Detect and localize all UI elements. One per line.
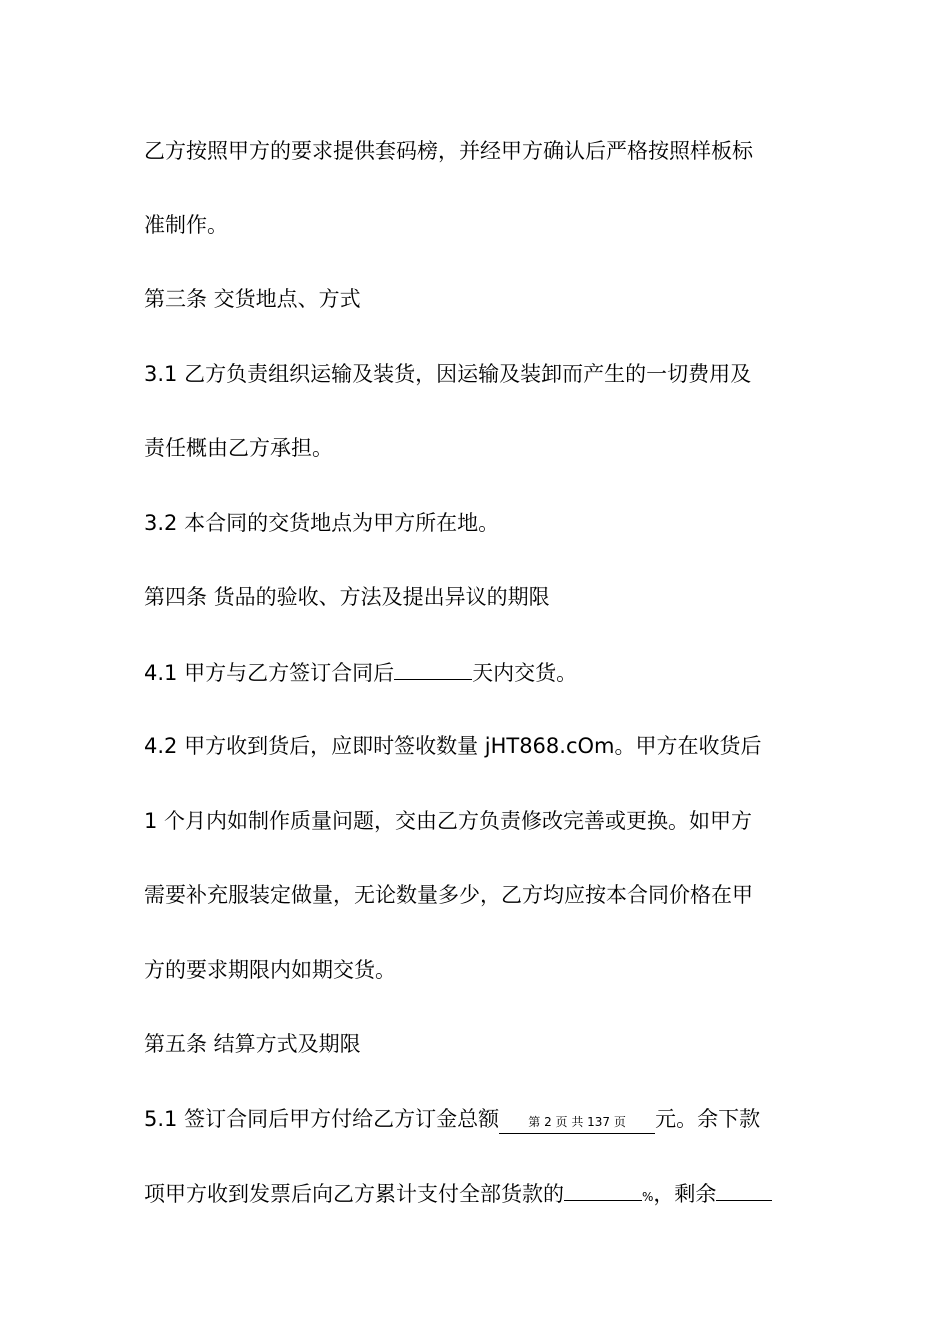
percent-sign: %	[642, 1190, 654, 1204]
clause-text: 元。余下款	[655, 1107, 761, 1131]
section-heading-5: 第五条 结算方式及期限	[144, 1032, 361, 1056]
clause-text: 天内交货。	[472, 661, 578, 685]
paragraph-line: 方的要求期限内如期交货。	[144, 958, 396, 982]
paragraph-line: 3.2 本合同的交货地点为甲方所在地。	[144, 511, 500, 535]
paragraph-line: 4.2 甲方收到货后，应即时签收数量 jHT868.cOm。甲方在收货后	[144, 734, 762, 758]
clause-last-line	[144, 1178, 824, 1212]
paragraph-line: 乙方按照甲方的要求提供套码榜，并经甲方确认后严格按照样板标	[144, 139, 753, 163]
section-heading-4: 第四条 货品的验收、方法及提出异议的期限	[144, 585, 550, 609]
clause-5-1	[144, 1104, 824, 1134]
clause-text: 项甲方收到发票后向乙方累计支付全部货款的	[144, 1182, 564, 1206]
paragraph-line: 1 个月内如制作质量问题，交由乙方负责修改完善或更换。如甲方	[144, 809, 753, 833]
page-footer: 第 2 页 共 137 页	[499, 1111, 655, 1134]
clause-text: 5.1 签订合同后甲方付给乙方订金总额	[144, 1107, 500, 1131]
clause-text: ，剩余	[653, 1182, 717, 1206]
paragraph-line: 准制作。	[144, 213, 228, 237]
paragraph-line: 责任概由乙方承担。	[144, 436, 333, 460]
fill-blank-remaining	[716, 1178, 772, 1201]
section-heading-3: 第三条 交货地点、方式	[144, 287, 361, 311]
paragraph-line: 需要补充服装定做量，无论数量多少，乙方均应按本合同价格在甲	[144, 883, 753, 907]
fill-blank-percent	[564, 1178, 642, 1201]
clause-text: 4.1 甲方与乙方签订合同后	[144, 661, 395, 685]
clause-4-1	[144, 657, 824, 688]
fill-blank-days	[394, 657, 472, 680]
paragraph-line: 3.1 乙方负责组织运输及装货，因运输及装卸而产生的一切费用及	[144, 362, 752, 386]
